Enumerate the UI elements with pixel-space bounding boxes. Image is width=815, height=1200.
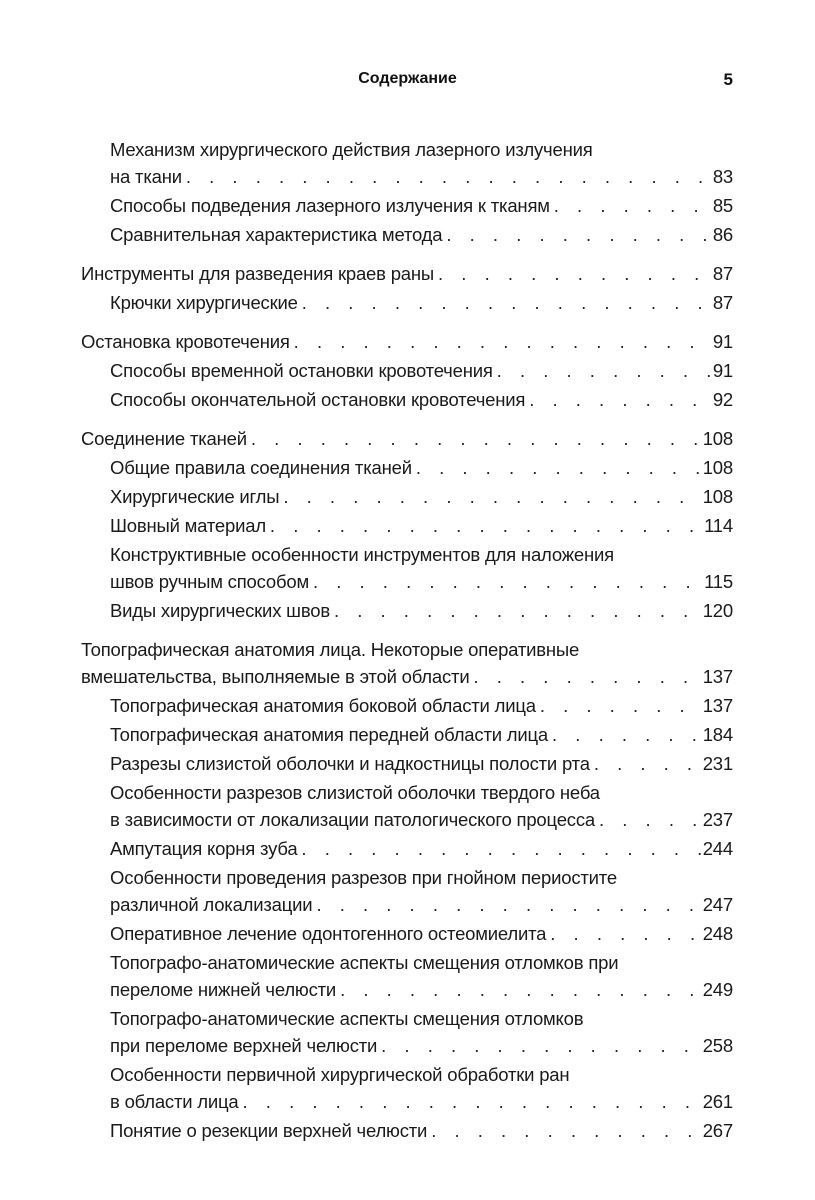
toc-subsection-entry	[81, 1117, 733, 1144]
toc-subsection-entry	[81, 750, 733, 777]
dot-leader	[536, 692, 703, 719]
toc-section	[81, 636, 733, 1144]
toc-entry-title-line: Разрезы слизистой оболочки и надкостницы полости рта	[110, 753, 590, 774]
dot-leader	[442, 221, 712, 248]
toc-subsection-entry	[81, 949, 733, 1003]
toc-entry-title-line: Способы подведения лазерного излучения к тканям	[110, 195, 550, 216]
dot-leader	[247, 425, 703, 452]
dot-leader	[548, 721, 703, 748]
toc-subsection-entry	[81, 454, 733, 481]
toc-entry-row	[110, 976, 733, 1003]
toc-entry-title-line: на ткани	[110, 166, 182, 187]
toc-entry-title-line: в зависимости от локализации патологического процесса	[110, 809, 595, 830]
toc-entry-row	[110, 386, 733, 413]
toc-page-number: 261	[702, 1091, 733, 1112]
toc-page-number: 108	[702, 457, 733, 478]
dot-leader	[336, 976, 703, 1003]
toc-subsection-entry	[81, 920, 733, 947]
running-header-title: Содержание	[358, 70, 457, 87]
toc-entry-row	[110, 568, 733, 595]
toc-entry-title-line: при переломе верхней челюсти	[110, 1035, 378, 1056]
toc-entry-title-line: Способы окончательной остановки кровотечения	[110, 389, 526, 410]
toc-entry-title-line: Сравнительная характеристика метода	[110, 224, 443, 245]
dot-leader	[182, 163, 713, 190]
toc-subsection-entry	[81, 597, 733, 624]
toc-chapter-entry	[81, 260, 733, 287]
toc-entry-row	[81, 260, 733, 287]
toc-entry-row	[110, 920, 733, 947]
toc-page-number: 137	[702, 695, 733, 716]
toc-entry-title-line: Соединение тканей	[81, 428, 247, 449]
toc-entry-row	[81, 425, 733, 452]
dot-leader	[312, 891, 702, 918]
toc-entry-title-line: Топографическая анатомия передней области лица	[110, 724, 549, 745]
toc-subsection-entry	[81, 483, 733, 510]
toc-entry-row	[110, 750, 733, 777]
toc-subsection-entry	[81, 289, 733, 316]
dot-leader	[298, 289, 713, 316]
toc-entry-row	[110, 163, 733, 190]
toc-entry-row	[110, 1088, 733, 1115]
toc-chapter-entry	[81, 328, 733, 355]
toc-entry-title-line: Топографическая анатомия боковой области лица	[110, 695, 536, 716]
toc-page-number: 83	[712, 166, 733, 187]
toc-entry-title-line: Инструменты для разведения краев раны	[81, 263, 435, 284]
toc-page-number: 87	[712, 292, 733, 313]
toc-entry-title-line: Понятие о резекции верхней челюсти	[110, 1120, 428, 1141]
toc-entry-title-line: Виды хирургических швов	[110, 600, 330, 621]
toc-entry-title-line: Крючки хирургические	[110, 292, 298, 313]
toc-entry-title-line: Способы временной остановки кровотечения	[110, 360, 493, 381]
toc-entry-title-line: Топографо-анатомические аспекты смещения отломков	[110, 1008, 584, 1029]
dot-leader	[595, 806, 703, 833]
toc-entry-title-line: Механизм хирургического действия лазерного излучения	[110, 139, 593, 160]
dot-leader	[546, 920, 702, 947]
toc-chapter-entry	[81, 425, 733, 452]
toc-entry-row	[110, 512, 733, 539]
toc-page-number: 184	[702, 724, 733, 745]
toc-page-number: 237	[702, 809, 733, 830]
toc-entry-title-line: Оперативное лечение одонтогенного остеомиелита	[110, 923, 547, 944]
toc-entry-title-line: Особенности разрезов слизистой оболочки твердого неба	[110, 782, 600, 803]
toc-entry-title-line: Шовный материал	[110, 515, 266, 536]
toc-entry-title-line: Остановка кровотечения	[81, 331, 290, 352]
toc-page-number: 248	[702, 923, 733, 944]
toc-page-number: 92	[712, 389, 733, 410]
toc-entry-row	[110, 221, 733, 248]
dot-leader	[330, 597, 703, 624]
toc-subsection-entry	[81, 721, 733, 748]
toc-entry-row	[110, 835, 733, 862]
toc-entry-row	[110, 692, 733, 719]
toc-entry-row	[110, 1032, 733, 1059]
toc-subsection-entry	[81, 357, 733, 384]
toc-section	[81, 425, 733, 624]
dot-leader	[239, 1088, 703, 1115]
toc-page-number: 91	[712, 360, 733, 381]
dot-leader	[493, 357, 713, 384]
toc-entry-title-line: Топографо-анатомические аспекты смещения отломков при	[110, 952, 619, 973]
toc-page-number: 108	[702, 486, 733, 507]
toc-page-number: 120	[702, 600, 733, 621]
toc-entry-row	[110, 357, 733, 384]
toc-section	[81, 136, 733, 248]
toc-entry-title-line: Хирургические иглы	[110, 486, 280, 507]
toc-entry-title-line: в области лица	[110, 1091, 239, 1112]
dot-leader	[525, 386, 713, 413]
toc-entry-title-line: Топографическая анатомия лица. Некоторые оперативные	[81, 639, 580, 660]
toc-page-number: 86	[712, 224, 733, 245]
dot-leader	[297, 835, 702, 862]
toc-entry-title-line: швов ручным способом	[110, 571, 309, 592]
toc-subsection-entry	[81, 192, 733, 219]
toc-section	[81, 260, 733, 316]
toc-subsection-entry	[81, 136, 733, 190]
toc-chapter-entry	[81, 636, 733, 690]
toc-page-number: 91	[712, 331, 733, 352]
toc-page-number: 267	[702, 1120, 733, 1141]
toc-entry-row	[110, 1117, 733, 1144]
toc-entry-title-line: Общие правила соединения тканей	[110, 457, 412, 478]
dot-leader	[266, 512, 704, 539]
toc-page-number: 114	[704, 515, 733, 536]
toc-subsection-entry	[81, 1061, 733, 1115]
toc-entry-row	[81, 328, 733, 355]
toc-subsection-entry	[81, 386, 733, 413]
toc-subsection-entry	[81, 512, 733, 539]
toc-page-number: 247	[702, 894, 733, 915]
dot-leader	[290, 328, 713, 355]
toc-page-number: 137	[702, 666, 733, 687]
toc-entry-row	[110, 597, 733, 624]
toc-subsection-entry	[81, 1005, 733, 1059]
dot-leader	[590, 750, 703, 777]
toc-entry-title-line: Ампутация корня зуба	[110, 838, 298, 859]
toc-page-number: 87	[712, 263, 733, 284]
table-of-contents	[81, 136, 733, 1156]
toc-subsection-entry	[81, 864, 733, 918]
toc-page-number: 231	[702, 753, 733, 774]
page-number: 5	[723, 70, 733, 89]
toc-page-number: 244	[702, 838, 733, 859]
toc-entry-title-line: Особенности проведения разрезов при гнойном периостите	[110, 867, 617, 888]
dot-leader	[309, 568, 704, 595]
dot-leader	[377, 1032, 703, 1059]
toc-entry-row	[110, 454, 733, 481]
toc-entry-row	[110, 483, 733, 510]
dot-leader	[412, 454, 703, 481]
toc-page-number: 85	[712, 195, 733, 216]
toc-entry-title-line: переломе нижней челюсти	[110, 979, 337, 1000]
toc-subsection-entry	[81, 692, 733, 719]
dot-leader	[469, 663, 702, 690]
toc-page-number: 115	[704, 571, 733, 592]
toc-subsection-entry	[81, 541, 733, 595]
toc-entry-title-line: Особенности первичной хирургической обработки ран	[110, 1064, 570, 1085]
toc-section	[81, 328, 733, 413]
toc-entry-row	[110, 289, 733, 316]
toc-page-number: 108	[702, 428, 733, 449]
toc-subsection-entry	[81, 779, 733, 833]
dot-leader	[279, 483, 702, 510]
toc-entry-title-line: Конструктивные особенности инструментов для наложения	[110, 544, 614, 565]
dot-leader	[427, 1117, 703, 1144]
dot-leader	[434, 260, 713, 287]
toc-entry-title-line: различной локализации	[110, 894, 313, 915]
toc-page-number: 258	[702, 1035, 733, 1056]
toc-entry-title-line: вмешательства, выполняемые в этой области	[81, 666, 470, 687]
toc-subsection-entry	[81, 835, 733, 862]
dot-leader	[550, 192, 713, 219]
toc-entry-row	[81, 663, 733, 690]
toc-entry-row	[110, 721, 733, 748]
toc-entry-row	[110, 192, 733, 219]
toc-entry-row	[110, 806, 733, 833]
toc-page-number: 249	[702, 979, 733, 1000]
toc-subsection-entry	[81, 221, 733, 248]
toc-entry-row	[110, 891, 733, 918]
